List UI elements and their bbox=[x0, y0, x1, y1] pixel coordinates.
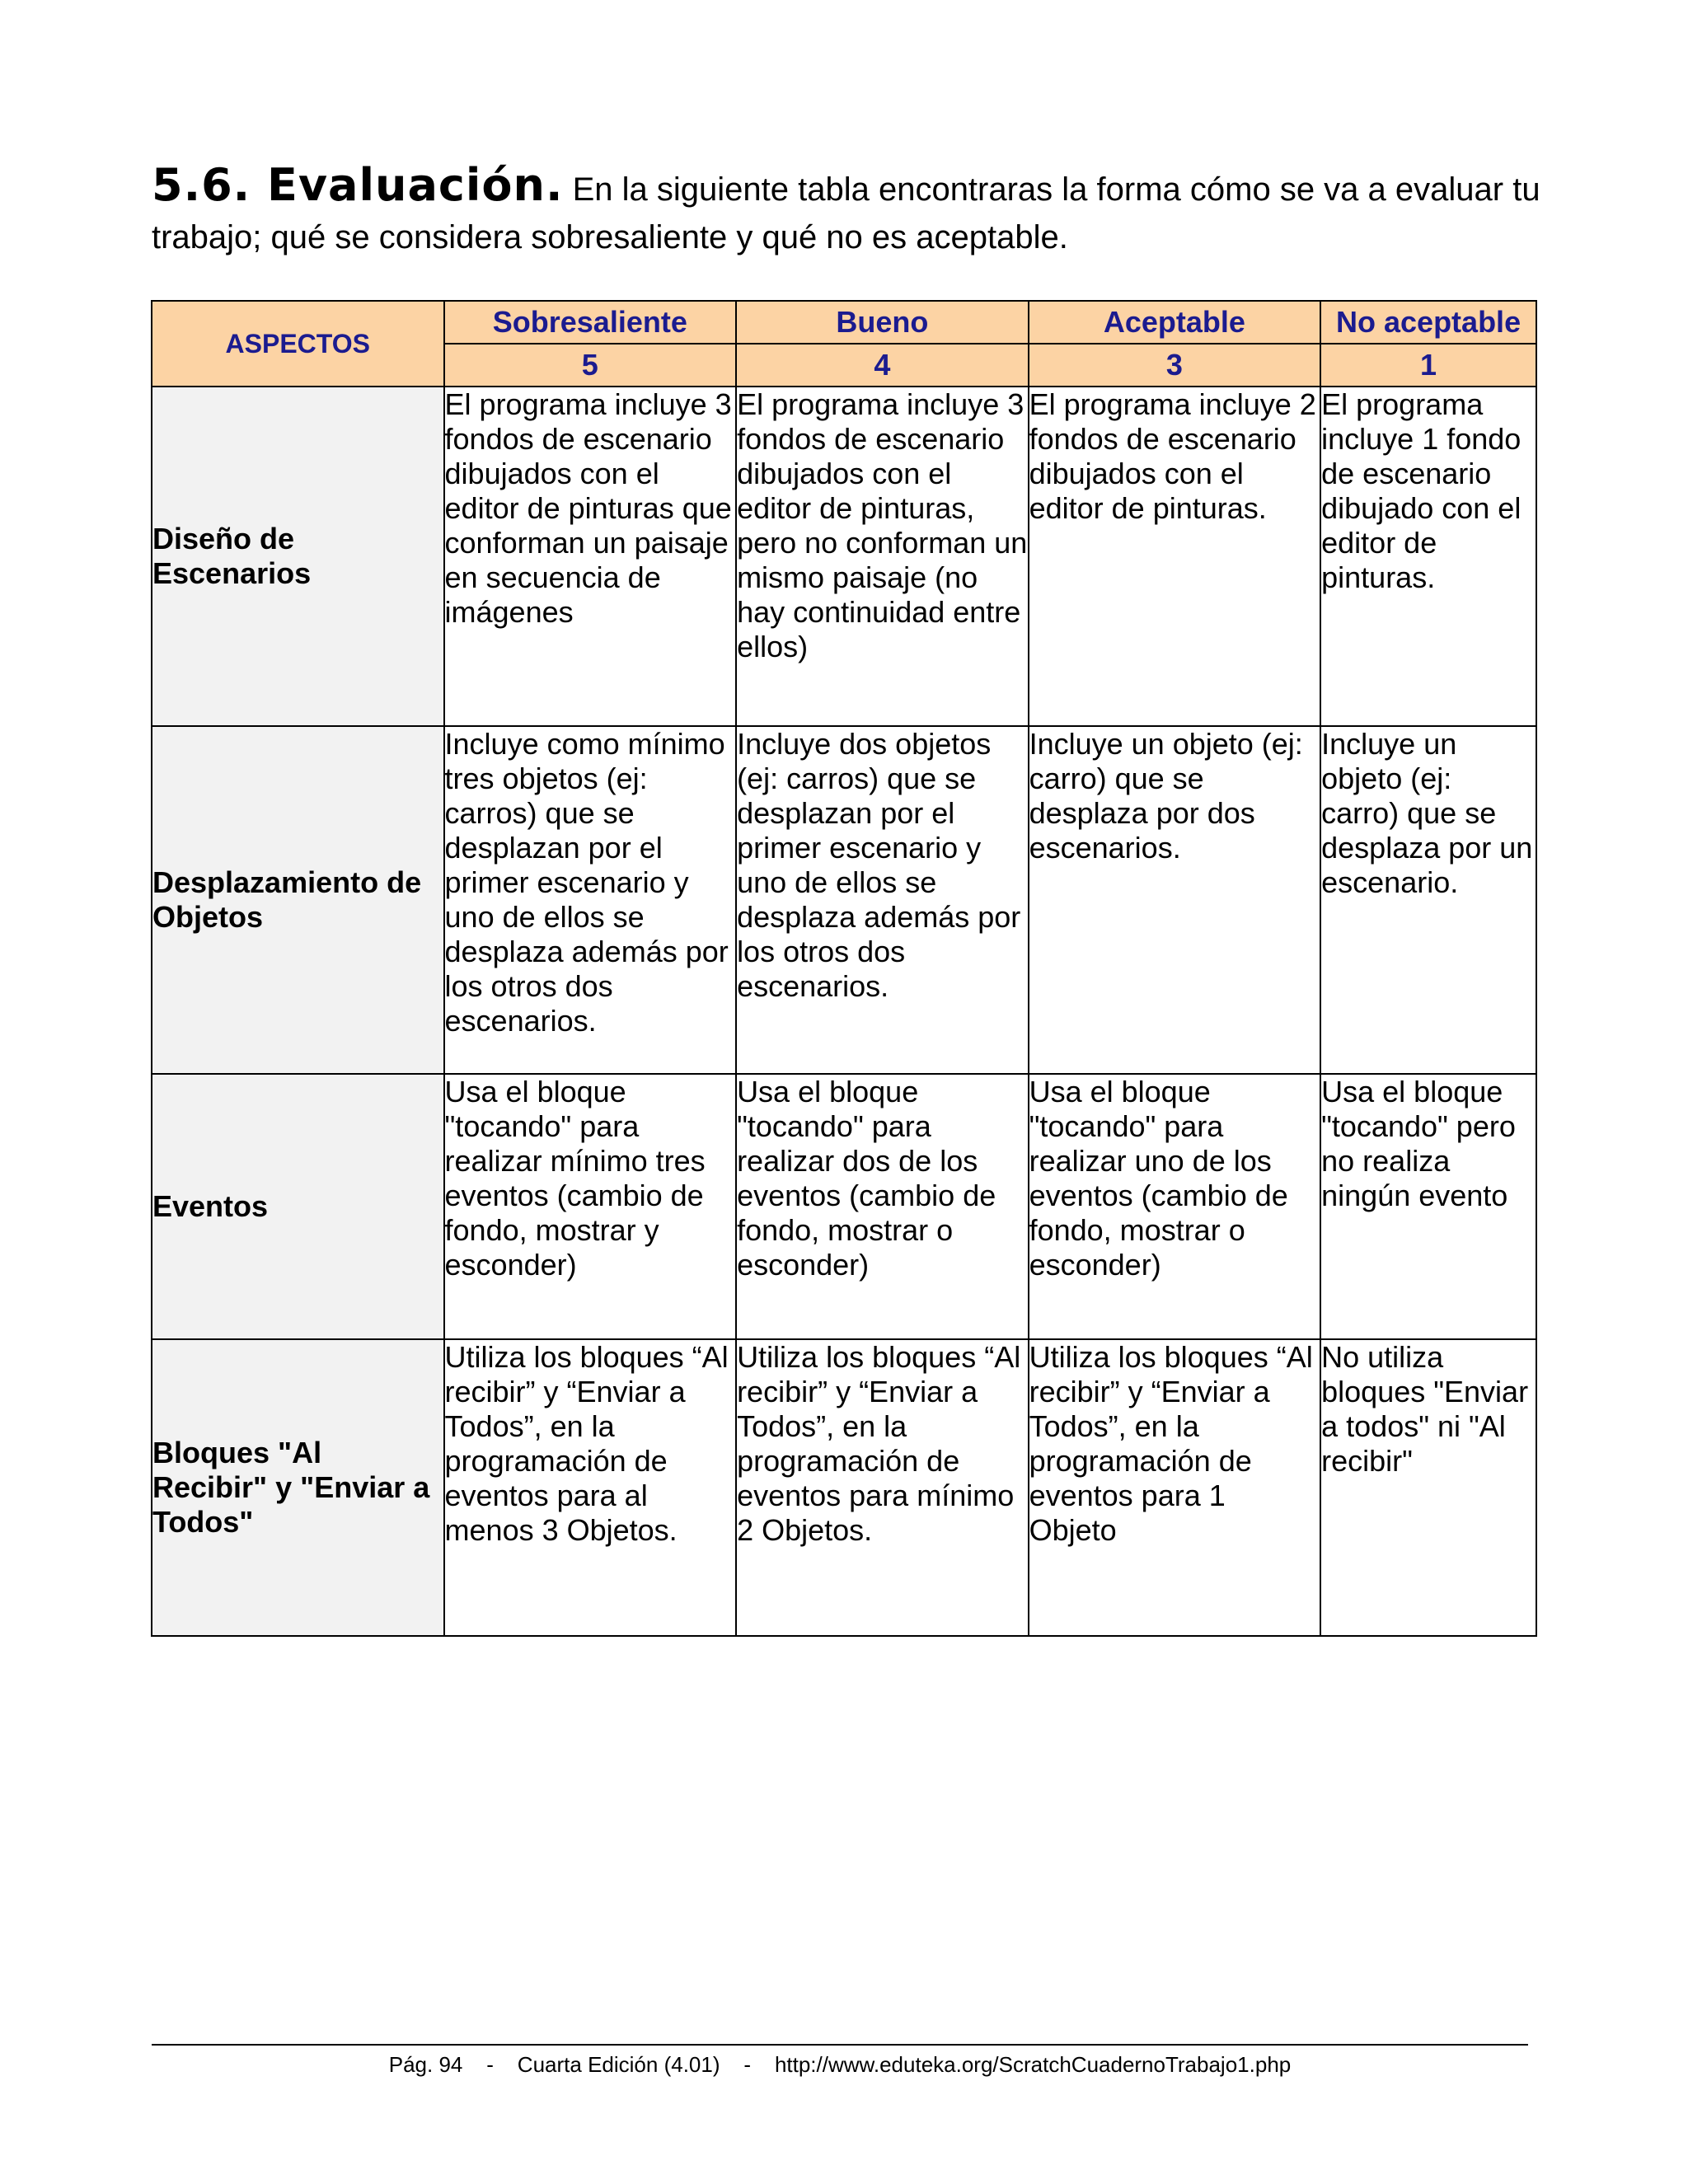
criteria-cell: Incluye un objeto (ej: carro) que se desplaza por dos escenarios. bbox=[1029, 726, 1321, 1074]
criteria-cell: Usa el bloque "tocando" pero no realiza ningún evento bbox=[1320, 1074, 1536, 1339]
aspect-label: Eventos bbox=[152, 1074, 444, 1339]
table-row bbox=[152, 726, 1536, 1074]
evaluation-rubric-table bbox=[151, 300, 1537, 1637]
score-sobresaliente: 5 bbox=[444, 344, 737, 387]
table-row bbox=[152, 1074, 1536, 1339]
criteria-cell: El programa incluye 3 fondos de escenario dibujados con el editor de pinturas, pero no conforman un mismo paisaje (no hay continuidad entre ellos) bbox=[736, 387, 1029, 726]
criteria-cell: Usa el bloque "tocando" para realizar dos de los eventos (cambio de fondo, mostrar o esconder) bbox=[736, 1074, 1029, 1339]
level-header-aceptable: Aceptable bbox=[1029, 301, 1321, 344]
footer-divider bbox=[152, 2044, 1528, 2046]
level-header-sobresaliente: Sobresaliente bbox=[444, 301, 737, 344]
criteria-cell: El programa incluye 3 fondos de escenario dibujados con el editor de pinturas que conforman un paisaje en secuencia de imágenes bbox=[444, 387, 737, 726]
criteria-cell: Incluye dos objetos (ej: carros) que se desplazan por el primer escenario y uno de ellos se desplaza además por los otros dos escenarios. bbox=[736, 726, 1029, 1074]
criteria-cell: Usa el bloque "tocando" para realizar uno de los eventos (cambio de fondo, mostrar o esconder) bbox=[1029, 1074, 1321, 1339]
section-title: 5.6. Evaluación. bbox=[152, 159, 564, 211]
criteria-cell: Incluye un objeto (ej: carro) que se desplaza por un escenario. bbox=[1320, 726, 1536, 1074]
header-row-levels bbox=[152, 301, 1536, 344]
aspect-label: Diseño de Escenarios bbox=[152, 387, 444, 726]
intro-text: En la siguiente tabla encontraras la forma cómo se va a evaluar tu trabajo; qué se considera sobresaliente y qué no es aceptable. bbox=[152, 171, 1540, 255]
criteria-cell: Utiliza los bloques “Al recibir” y “Enviar a Todos”, en la programación de eventos para al menos 3 Objetos. bbox=[444, 1339, 737, 1636]
page-footer: Pág. 94 - Cuarta Edición (4.01) - http://www.eduteka.org/ScratchCuadernoTrabajo1.php bbox=[388, 2052, 1292, 2077]
aspect-label: Bloques "Al Recibir" y "Enviar a Todos" bbox=[152, 1339, 444, 1636]
score-no-aceptable: 1 bbox=[1320, 344, 1536, 387]
level-header-no-aceptable: No aceptable bbox=[1320, 301, 1536, 344]
criteria-cell: El programa incluye 2 fondos de escenario dibujados con el editor de pinturas. bbox=[1029, 387, 1321, 726]
level-header-bueno: Bueno bbox=[736, 301, 1029, 344]
intro-paragraph bbox=[152, 159, 1569, 261]
aspects-header: ASPECTOS bbox=[152, 301, 444, 387]
criteria-cell: Usa el bloque "tocando" para realizar mínimo tres eventos (cambio de fondo, mostrar y esconder) bbox=[444, 1074, 737, 1339]
table-row bbox=[152, 387, 1536, 726]
criteria-cell: Incluye como mínimo tres objetos (ej: carros) que se desplazan por el primer escenario y uno de ellos se desplaza además por los otros dos escenarios. bbox=[444, 726, 737, 1074]
criteria-cell: No utiliza bloques "Enviar a todos" ni "Al recibir" bbox=[1320, 1339, 1536, 1636]
criteria-cell: El programa incluye 1 fondo de escenario dibujado con el editor de pinturas. bbox=[1320, 387, 1536, 726]
criteria-cell: Utiliza los bloques “Al recibir” y “Enviar a Todos”, en la programación de eventos para mínimo 2 Objetos. bbox=[736, 1339, 1029, 1636]
score-bueno: 4 bbox=[736, 344, 1029, 387]
aspect-label: Desplazamiento de Objetos bbox=[152, 726, 444, 1074]
score-aceptable: 3 bbox=[1029, 344, 1321, 387]
table-row bbox=[152, 1339, 1536, 1636]
criteria-cell: Utiliza los bloques “Al recibir” y “Enviar a Todos”, en la programación de eventos para 1 Objeto bbox=[1029, 1339, 1321, 1636]
